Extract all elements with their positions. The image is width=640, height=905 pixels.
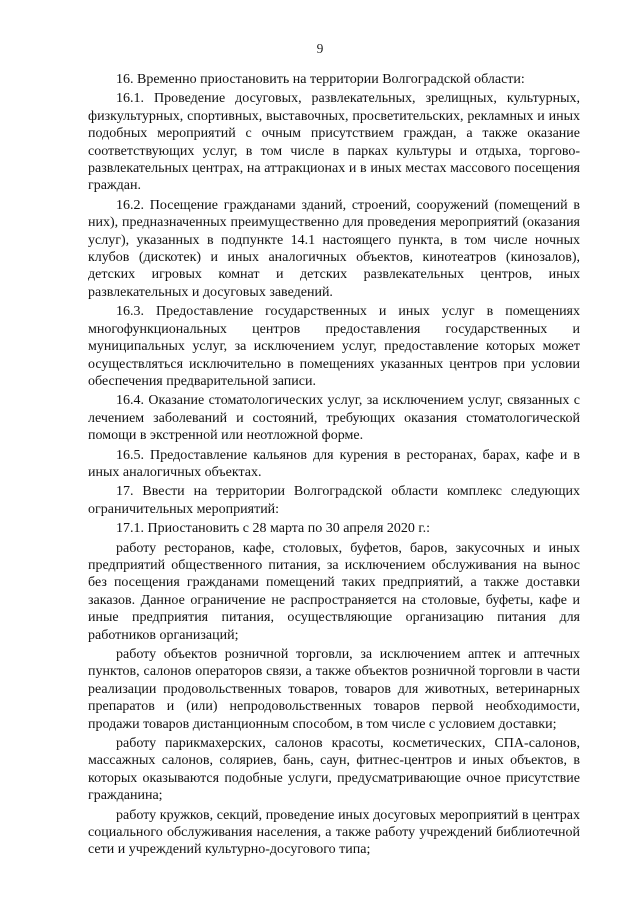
paragraph-16-3: 16.3. Предоставление государственных и иных услуг в помещениях многофункциональных центров предоставления государственных и муниципальных услуг, за исключением услуг, предоставление которых может осуществляться исключительно в помещениях указанных центров при условии обеспечения предварительной записи. bbox=[88, 304, 580, 389]
paragraph-16: 16. Временно приостановить на территории Волгоградской области: bbox=[116, 72, 525, 87]
paragraph-restaurants: работу ресторанов, кафе, столовых, буфетов, баров, закусочных и иных предприятий общественного питания, за исключением обслуживания на вынос без посещения гражданами помещений таких предприятий, а также доставки заказов. Данное ограничение не распространяется на столовые, буфеты, кафе и иные предприятия питания, осуществляющие организацию питания для работников организаций; bbox=[88, 540, 580, 643]
document-body bbox=[88, 71, 580, 859]
paragraph-salons: работу парикмахерских, салонов красоты, косметических, СПА-салонов, массажных салонов, соляриев, бань, саун, фитнес-центров и иных объектов, в которых оказываются подобные услуги, предусматривающие очное присутствие гражданина; bbox=[88, 736, 580, 804]
paragraph-clubs-libraries: работу кружков, секций, проведение иных досуговых мероприятий в центрах социального обслуживания населения, а также работу учреждений библиотечной сети и учреждений культурно-досугового типа; bbox=[88, 807, 580, 858]
paragraph-16-1: 16.1. Проведение досуговых, развлекательных, зрелищных, культурных, физкультурных, спортивных, выставочных, просветительских, рекламных и иных подобных мероприятий с очным присутствием граждан, а также оказание соответствующих услуг, в том числе в парках культуры и отдыха, торгово-развлекательных центрах, на аттракционах и в иных местах массового посещения граждан. bbox=[88, 91, 580, 194]
paragraph-retail: работу объектов розничной торговли, за исключением аптек и аптечных пунктов, салонов операторов связи, а также объектов розничной торговли в части реализации продовольственных товаров, товаров для животных, ветеринарных препаратов и (или) непродовольственных товаров первой необходимости, продажи товаров дистанционным способом, в том числе с условием доставки; bbox=[88, 647, 580, 732]
page-number: 9 bbox=[316, 41, 324, 56]
paragraph-16-2: 16.2. Посещение гражданами зданий, строений, сооружений (помещений в них), предназначенных преимущественно для проведения мероприятий (оказания услуг), указанных в подпункте 14.1 настоящего пункта, в том числе ночных клубов (дискотек) и иных аналогичных объектов, кинотеатров (кинозалов), детских игровых комнат и детских развлекательных центров, иных развлекательных и досуговых заведений. bbox=[88, 197, 580, 300]
paragraph-16-5: 16.5. Предоставление кальянов для курения в ресторанах, барах, кафе и в иных аналогичных объектах. bbox=[88, 447, 580, 480]
paragraph-17-1: 17.1. Приостановить с 28 марта по 30 апреля 2020 г.: bbox=[116, 521, 430, 537]
paragraph-17: 17. Ввести на территории Волгоградской области комплекс следующих ограничительных мероприятий: bbox=[88, 484, 580, 517]
paragraph-16-4: 16.4. Оказание стоматологических услуг, за исключением услуг, связанных с лечением заболеваний и состояний, требующих оказания стоматологической помощи в экстренной или неотложной форме. bbox=[88, 393, 580, 444]
